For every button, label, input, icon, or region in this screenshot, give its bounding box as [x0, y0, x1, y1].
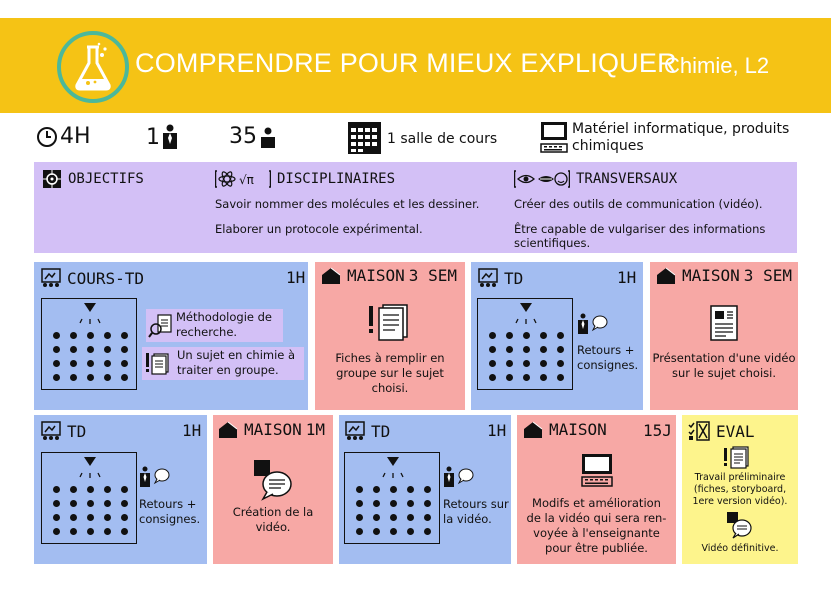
teachers-stat [146, 124, 178, 150]
maison-2-line-2: sur le sujet choisi. [672, 366, 776, 380]
td-1-line-2: consignes. [577, 358, 639, 372]
maison-2-title: MAISON [682, 266, 740, 285]
eval-line-4: Vidéo définitive. [701, 543, 779, 554]
students-stat [229, 124, 277, 149]
td-1-line-1: Retours + [577, 343, 635, 357]
objectives-label: OBJECTIFS [68, 171, 144, 187]
maison-3-title: MAISON [244, 420, 302, 439]
maison-2-text [650, 351, 798, 381]
eval-text-1 [682, 472, 798, 508]
creation-icon [253, 459, 293, 501]
creation-icon [726, 511, 752, 539]
subject-tag-line-2: traiter en groupe. [177, 363, 279, 377]
maison-2-line-1: Présentation d'une vidéo [652, 351, 796, 365]
maison-2-heading [656, 266, 792, 285]
classroom-layout [344, 452, 440, 544]
maison-3-duration: 1M [305, 420, 326, 439]
student-icon [259, 125, 277, 149]
classroom-icon [345, 421, 365, 441]
logo [57, 31, 129, 103]
method-tag-line-2: recherche. [176, 325, 238, 339]
teacher-marker-icon [42, 299, 138, 329]
maison-1-title: MAISON [347, 266, 405, 285]
house-icon [321, 267, 341, 285]
classroom-layout [41, 452, 137, 544]
house-icon [656, 267, 676, 285]
teacher-marker-icon [478, 299, 574, 329]
maison-1-line-3: choisi. [371, 381, 409, 395]
subject-tag-line-1: Un sujet en chimie à [177, 348, 296, 362]
maison-4-duration: 15J [643, 421, 672, 440]
eval-title: EVAL [716, 421, 755, 441]
maison-1-duration: 3 SEM [408, 266, 457, 285]
classroom-icon [41, 421, 61, 441]
maison-1-line-2: groupe sur le sujet [336, 366, 444, 380]
maison-3-heading [218, 420, 325, 439]
feedback-icon [577, 313, 609, 335]
students-value: 35 [229, 124, 257, 149]
transversal-heading [514, 169, 677, 189]
student-dots [356, 486, 431, 535]
td-2-line-2: consignes. [139, 512, 201, 526]
td-2-title: TD [67, 421, 87, 441]
disciplinary-item-1: Savoir nommer des molécules et les dessiner. [215, 197, 480, 211]
transversal-item-2: Être capable de vulgariser des informations [514, 222, 766, 236]
td-2-text [139, 497, 200, 527]
senses-icon [514, 169, 570, 189]
maison-4-line-2: de la vidéo qui sera ren- [526, 511, 667, 525]
material-label [572, 121, 789, 155]
checklist-icon [688, 421, 710, 441]
classroom-icon [41, 268, 61, 288]
feedback-icon [443, 466, 475, 488]
page-subtitle: Chimie, L2 [664, 53, 770, 78]
transversal-label: TRANSVERSAUX [576, 171, 678, 187]
forms-icon [367, 302, 411, 342]
td-3-line-2: la vidéo. [443, 512, 492, 526]
material-line-1: Matériel informatique, produits [572, 121, 790, 137]
research-icon [148, 313, 174, 339]
eval-line-3: 1ere version vidéo). [692, 496, 788, 507]
duration-value: 4H [60, 124, 91, 149]
disciplinary-label: DISCIPLINAIRES [277, 171, 396, 187]
student-dots [53, 486, 128, 535]
maison-1-text [315, 351, 465, 396]
student-dots [489, 332, 564, 381]
classroom-layout [41, 298, 137, 390]
maison-3-text [213, 505, 333, 535]
computer-stat [540, 121, 568, 157]
disciplinary-item-2: Elaborer un protocole expérimental. [215, 222, 423, 236]
td-2-duration: 1H [182, 421, 202, 440]
science-icon [215, 169, 271, 189]
maison-4-heading [523, 420, 607, 439]
method-tag [146, 309, 283, 342]
duration-stat [36, 124, 91, 149]
method-tag-line-1: Méthodologie de [176, 310, 272, 324]
teacher-marker-icon [345, 453, 441, 483]
teacher-marker-icon [42, 453, 138, 483]
maison-4-line-1: Modifs et amélioration [532, 496, 661, 510]
maison-1-line-1: Fiches à remplir en [335, 351, 445, 365]
documents-icon [723, 446, 751, 470]
cours-td-heading [41, 268, 144, 288]
td-2-heading [41, 421, 86, 441]
flask-icon [61, 35, 125, 99]
td-3-text [443, 497, 509, 527]
maison-4-text [517, 496, 676, 556]
td-1-title: TD [504, 268, 524, 288]
svg-text:√π: √π [239, 173, 254, 187]
computer-icon [581, 453, 613, 487]
maison-2-duration: 3 SEM [743, 266, 792, 285]
feedback-icon [139, 466, 171, 488]
house-icon [523, 421, 543, 439]
cours-td-title: COURS-TD [67, 268, 145, 288]
maison-1-heading [321, 266, 457, 285]
td-1-heading [478, 268, 523, 288]
maison-4-line-3: voyée à l'enseignante [533, 526, 660, 540]
td-3-heading [345, 421, 390, 441]
disciplinary-heading [215, 169, 395, 189]
classroom-icon [478, 268, 498, 288]
teacher-icon [162, 124, 178, 150]
td-1-text [577, 343, 638, 373]
transversal-item-3: scientifiques. [514, 236, 591, 250]
maison-4-line-4: pour être publiée. [545, 541, 648, 555]
objectives-heading [42, 169, 144, 189]
td-3-duration: 1H [487, 421, 507, 440]
td-3-title: TD [371, 421, 391, 441]
computer-icon [540, 121, 568, 153]
td-1-duration: 1H [617, 268, 637, 287]
documents-icon [145, 351, 171, 377]
clock-icon [36, 126, 58, 148]
student-dots [53, 332, 128, 381]
material-line-2: chimiques [572, 138, 644, 154]
transversal-item-1: Créer des outils de communication (vidéo). [514, 197, 763, 211]
calendar-icon [347, 121, 382, 155]
classroom-layout [477, 298, 573, 390]
maison-3-line-2: vidéo. [255, 520, 291, 534]
room-label: 1 salle de cours [387, 131, 498, 147]
house-icon [218, 421, 238, 439]
presentation-icon [710, 305, 738, 341]
maison-4-title: MAISON [549, 420, 607, 439]
cours-td-duration: 1H [286, 268, 306, 287]
target-icon [42, 169, 62, 189]
maison-3-line-1: Création de la [232, 505, 314, 519]
eval-line-1: Travail préliminaire [694, 472, 786, 483]
td-2-line-1: Retours + [139, 497, 197, 511]
eval-line-2: (fiches, storyboard, [693, 484, 787, 495]
page-title: COMPRENDRE POUR MIEUX EXPLIQUER [135, 48, 677, 78]
subject-tag [142, 347, 304, 380]
teachers-value: 1 [146, 124, 160, 150]
eval-heading [688, 421, 755, 441]
room-stat [347, 121, 382, 159]
td-3-line-1: Retours sur [443, 497, 509, 511]
